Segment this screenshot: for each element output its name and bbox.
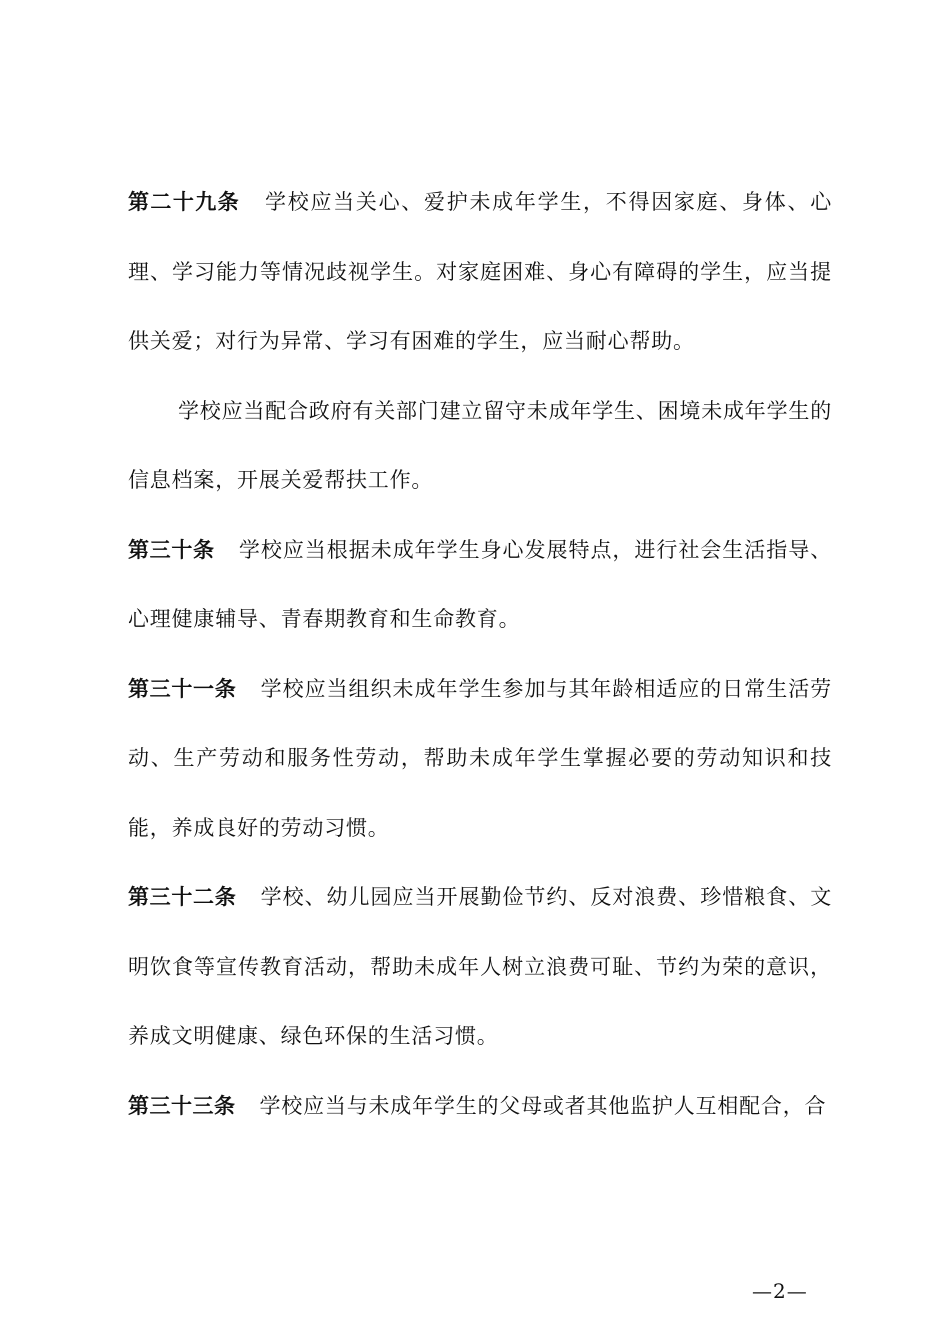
article-33-paragraph [128, 1072, 832, 1142]
article-30-paragraph [128, 516, 832, 655]
article-29-paragraph [128, 168, 832, 377]
article-29-text: 学校应当关心、爱护未成年学生，不得因家庭、身体、心理、学习能力等情况歧视学生。对家庭困难、身心有障碍的学生，应当提供关爱；对行为异常、学习有困难的学生，应当耐心帮助。 [128, 190, 833, 353]
article-32-text: 学校、幼儿园应当开展勤俭节约、反对浪费、珍惜粮食、文明饮食等宣传教育活动，帮助未成年人树立浪费可耻、节约为荣的意识，养成文明健康、绿色环保的生活习惯。 [128, 885, 832, 1048]
article-29-paragraph-2 [128, 377, 832, 516]
article-30-text: 学校应当根据未成年学生身心发展特点，进行社会生活指导、心理健康辅导、青春期教育和生命教育。 [128, 537, 832, 631]
document-body [128, 168, 832, 1141]
article-33-text: 学校应当与未成年学生的父母或者其他监护人互相配合，合 [259, 1093, 827, 1118]
article-31-paragraph [128, 655, 832, 864]
article-31-number: 第三十一条 [128, 676, 237, 701]
article-32-paragraph [128, 863, 832, 1072]
article-29-text-2: 学校应当配合政府有关部门建立留守未成年学生、困境未成年学生的信息档案，开展关爱帮扶工作。 [128, 398, 832, 492]
article-29-number: 第二十九条 [128, 190, 241, 214]
page-number: —2— [752, 1279, 808, 1303]
article-30-number: 第三十条 [128, 537, 215, 562]
article-33-number: 第三十三条 [128, 1093, 236, 1118]
article-32-number: 第三十二条 [128, 885, 237, 909]
article-31-text: 学校应当组织未成年学生参加与其年龄相适应的日常生活劳动、生产劳动和服务性劳动，帮助未成年学生掌握必要的劳动知识和技能，养成良好的劳动习惯。 [128, 676, 832, 840]
